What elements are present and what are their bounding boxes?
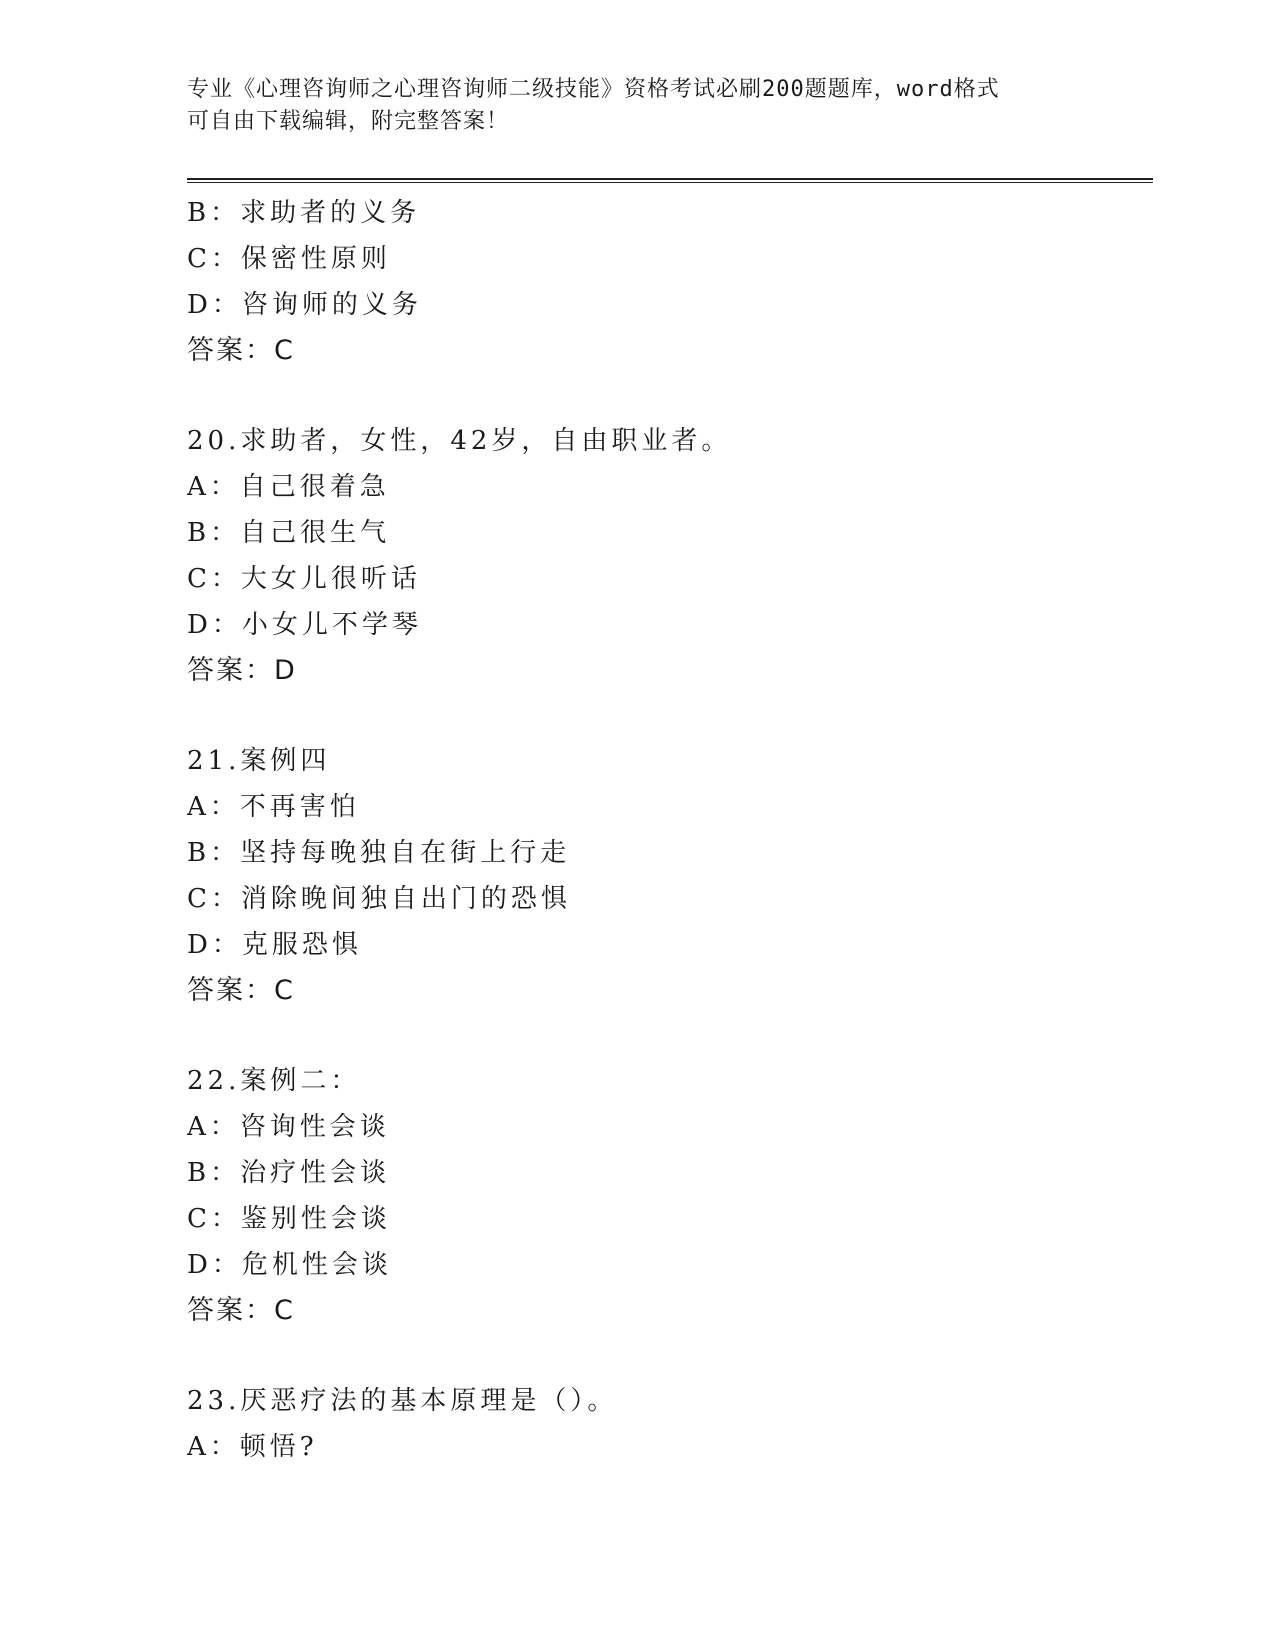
answer-line: 答案：C (187, 975, 295, 1006)
option-d: D：克服恐惧 (187, 930, 362, 960)
option-d: D：小女儿不学琴 (187, 610, 422, 640)
option-b: B：坚持每晚独自在街上行走 (187, 838, 571, 868)
option-d: D：咨询师的义务 (187, 290, 422, 320)
question-text: 22.案例二： (187, 1066, 361, 1096)
question-text: 23.厌恶疗法的基本原理是（）。 (187, 1386, 618, 1416)
option-a: A：自己很着急 (187, 472, 390, 502)
document-header (187, 74, 1087, 138)
header-title-line-1: 专业《心理咨询师之心理咨询师二级技能》资格考试必刷200题题库，word格式 (187, 77, 1000, 102)
option-c: C：保密性原则 (187, 244, 391, 274)
header-divider (187, 178, 1153, 183)
answer-line: 答案：C (187, 335, 295, 366)
option-c: C：大女儿很听话 (187, 564, 421, 594)
option-b: B：求助者的义务 (187, 198, 421, 228)
answer-line: 答案：D (187, 655, 297, 686)
question-block-20 (187, 418, 1147, 694)
option-b: B：自己很生气 (187, 518, 391, 548)
question-block-23 (187, 1378, 1147, 1470)
answer-line: 答案：C (187, 1295, 295, 1326)
option-a: A：顿悟? (187, 1432, 318, 1462)
option-c: C：鉴别性会谈 (187, 1204, 391, 1234)
option-a: A：咨询性会谈 (187, 1112, 390, 1142)
spacer (187, 1014, 1147, 1058)
option-b: B：治疗性会谈 (187, 1158, 391, 1188)
option-d: D：危机性会谈 (187, 1250, 392, 1280)
option-a: A：不再害怕 (187, 792, 360, 822)
option-c: C：消除晚间独自出门的恐惧 (187, 884, 571, 914)
spacer (187, 1334, 1147, 1378)
question-block-19 (187, 190, 1147, 374)
question-text: 21.案例四 (187, 746, 331, 776)
question-block-21 (187, 738, 1147, 1014)
spacer (187, 374, 1147, 418)
spacer (187, 694, 1147, 738)
header-title-line-2: 可自由下载编辑，附完整答案！ (187, 109, 510, 134)
question-block-22 (187, 1058, 1147, 1334)
question-text: 20.求助者，女性，42岁，自由职业者。 (187, 426, 732, 456)
question-list (187, 190, 1147, 1470)
